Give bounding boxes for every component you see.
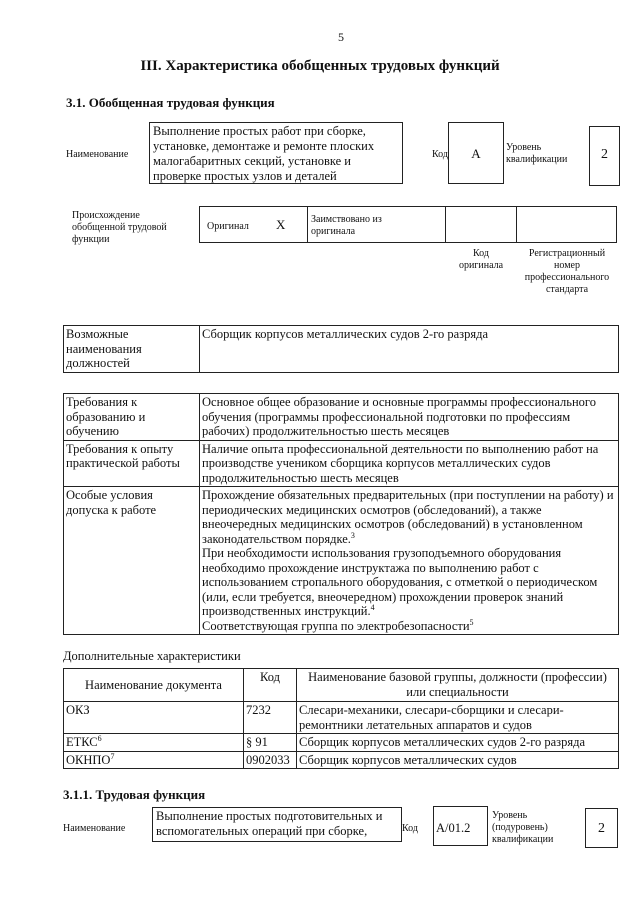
additional-heading: Дополнительные характеристики xyxy=(63,649,241,663)
gtf-level-box xyxy=(589,126,620,186)
origin-label: Происхождение обобщенной трудовой функции xyxy=(72,210,167,245)
row-doc: ОКЗ xyxy=(64,702,244,734)
table-row xyxy=(64,734,619,752)
gtf-code-value: А xyxy=(471,146,481,161)
tf-level-value: 2 xyxy=(598,821,605,836)
row-name: Слесари-механики, слесари-сборщики и слесари-ремонтники летательных аппаратов и судов xyxy=(297,702,619,734)
tf-code-label: Код xyxy=(402,823,418,834)
gtf-code-box xyxy=(448,122,504,184)
positions-value: Сборщик корпусов металлических судов 2-го разряда xyxy=(200,326,619,373)
gtf-level-value: 2 xyxy=(601,147,608,162)
row-doc: ЕТКС$^6$ xyxy=(64,734,244,752)
experience-value: Наличие опыта профессиональной деятельности по выполнению работ на производстве учеником сборщика корпусов металлических судов продолжительностью шесть месяцев xyxy=(200,440,619,487)
borrowed-label: Заимствовано из оригинала xyxy=(311,214,382,237)
gtf-name-value: Выполнение простых работ при сборке, установке, демонтаже и ремонте плоских малогабаритных секций, установке и проверке простых узлов и деталей xyxy=(153,124,375,183)
gtf-name-label: Наименование xyxy=(66,149,129,160)
origin-divider-1 xyxy=(307,206,308,243)
additional-table xyxy=(63,668,619,769)
row-code: § 91 xyxy=(244,734,297,752)
tf-level-label: Уровень (подуровень) квалификации xyxy=(492,810,554,845)
table-row xyxy=(64,702,619,734)
section-title: III. Характеристика обобщенных трудовых функций xyxy=(140,58,500,74)
page-number: 5 xyxy=(338,30,344,44)
tf-level-box xyxy=(585,808,618,848)
original-label: Оригинал xyxy=(207,221,249,232)
tf-name-box xyxy=(152,807,402,842)
gtf-level-label: Уровень квалификации xyxy=(506,142,568,165)
tf-code-box xyxy=(433,806,488,846)
conditions-paragraph-2: При необходимости использования грузоподъемного оборудования необходимо прохождение инструктажа по выполнению работ с использованием стропального оборудования, с отметкой о периодическом (или, если требуется, внеочередном) прохождении проверок знаний производственных инструкций.$^4$ xyxy=(202,546,598,618)
education-label: Требования к образованию и обучению xyxy=(64,394,200,441)
footnote-ref-7: 7 xyxy=(110,751,115,761)
conditions-label: Особые условия допуска к работе xyxy=(64,487,200,635)
tf-name-value: Выполнение простых подготовительных и вспомогательных операций при сборке, xyxy=(156,809,383,838)
footnote-ref-4: 4 xyxy=(370,602,375,612)
reg-number-label: Регистрационный номер профессионального стандарта xyxy=(524,248,610,295)
experience-label: Требования к опыту практической работы xyxy=(64,440,200,487)
tf-code-value: А/01.2 xyxy=(436,821,471,835)
row-code: 7232 xyxy=(244,702,297,734)
origin-divider-2 xyxy=(445,206,446,243)
education-value: Основное общее образование и основные программы профессионального обучения (программы профессиональной подготовки по профессиям рабочих) продолжительностью шесть месяцев xyxy=(200,394,619,441)
tf-heading: 3.1.1. Трудовая функция xyxy=(63,787,206,802)
conditions-value xyxy=(200,487,619,635)
gtf-name-box xyxy=(149,122,403,184)
row-code: 0902033 xyxy=(244,751,297,769)
original-mark: X xyxy=(276,217,286,232)
gtf-heading: 3.1. Обобщенная трудовая функция xyxy=(66,95,275,110)
requirements-table xyxy=(63,393,619,635)
origin-divider-3 xyxy=(516,206,517,243)
footnote-ref-6: 6 xyxy=(97,733,102,743)
conditions-paragraph-3: Соответствующая группа по электробезопасности$^5$ xyxy=(202,617,474,633)
col-code-header: Код xyxy=(244,669,297,702)
conditions-paragraph-1: Прохождение обязательных предварительных (при поступлении на работу) и периодических медицинских осмотров (обследований), а также внеочередных медицинских осмотров (обследований) в установленном законодательством порядке.$^3$ xyxy=(202,488,614,546)
positions-table xyxy=(63,325,619,373)
col-name-header: Наименование базовой группы, должности (профессии) или специальности xyxy=(297,669,619,702)
gtf-code-label: Код xyxy=(432,149,448,160)
row-name: Сборщик корпусов металлических судов xyxy=(297,751,619,769)
footnote-ref-3: 3 xyxy=(350,530,355,540)
row-doc: ОКНПО$^7$ xyxy=(64,751,244,769)
code-original-label: Код оригинала xyxy=(458,248,504,271)
col-doc-header: Наименование документа xyxy=(64,669,244,702)
footnote-ref-5: 5 xyxy=(469,617,474,627)
table-row xyxy=(64,751,619,769)
positions-label: Возможные наименования должностей xyxy=(64,326,200,373)
tf-name-label: Наименование xyxy=(63,823,126,834)
row-name: Сборщик корпусов металлических судов 2-го разряда xyxy=(297,734,619,752)
